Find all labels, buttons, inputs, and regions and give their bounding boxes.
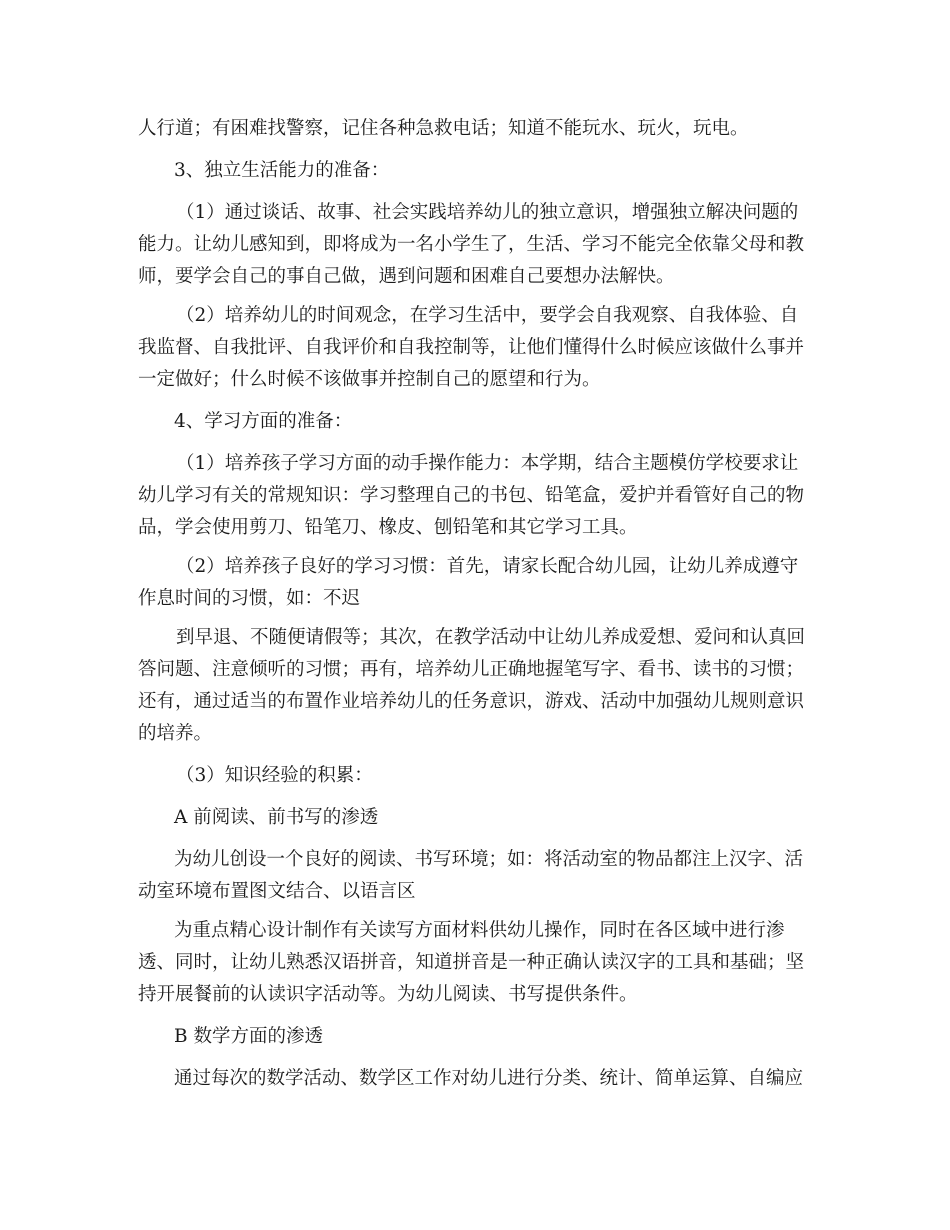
text-line: 我监督、自我批评、自我评价和自我控制等，让他们懂得什么时候应该做什么事并 <box>138 337 805 358</box>
text-line: 持开展餐前的认读识字活动等。为幼儿阅读、书写提供条件。 <box>138 984 638 1005</box>
text-line: 为幼儿创设一个良好的阅读、书写环境；如：将活动室的物品都注上汉字、活 <box>174 849 804 870</box>
section-heading: （3）知识经验的积累： <box>176 765 373 786</box>
section-heading: A 前阅读、前书写的渗透 <box>174 807 379 828</box>
text-line: （2）培养孩子良好的学习习惯：首先，请家长配合幼儿园，让幼儿养成遵守 <box>176 556 799 577</box>
text-line: 还有，通过适当的布置作业培养幼儿的任务意识，游戏、活动中加强幼儿规则意识 <box>138 691 805 712</box>
text-line: 师，要学会自己的事自己做，遇到问题和困难自己要想办法解快。 <box>138 266 675 287</box>
text-line: 动室环境布置图文结合、以语言区 <box>138 881 416 902</box>
text-line: 答问题、注意倾听的习惯；再有，培养幼儿正确地握笔写字、看书、读书的习惯； <box>138 659 805 680</box>
text-line: 为重点精心设计制作有关读写方面材料供幼儿操作，同时在各区域中进行渗 <box>174 920 785 941</box>
text-line: （1）培养孩子学习方面的动手操作能力：本学期，结合主题模仿学校要求让 <box>176 453 799 474</box>
text-line: 通过每次的数学活动、数学区工作对幼儿进行分类、统计、简单运算、自编应 <box>174 1068 804 1089</box>
text-line: 到早退、不随便请假等；其次，在教学活动中让幼儿养成爱想、爱问和认真回 <box>176 627 806 648</box>
text-line: 人行道；有困难找警察，记住各种急救电话；知道不能玩水、玩火，玩电。 <box>138 118 749 139</box>
text-line: 幼儿学习有关的常规知识：学习整理自己的书包、铅笔盒，爱护并看管好自己的物 <box>138 485 805 506</box>
text-line: （1）通过谈话、故事、社会实践培养幼儿的独立意识，增强独立解决问题的 <box>176 202 799 223</box>
text-line: 品，学会使用剪刀、铅笔刀、橡皮、刨铅笔和其它学习工具。 <box>138 517 638 538</box>
section-heading: 4、学习方面的准备： <box>174 411 353 432</box>
section-heading: 3、独立生活能力的准备： <box>174 160 390 181</box>
text-line: 的培养。 <box>138 723 213 744</box>
text-line: 能力。让幼儿感知到，即将成为一名小学生了，生活、学习不能完全依靠父母和教 <box>138 234 805 255</box>
text-line: 一定做好；什么时候不该做事并控制自己的愿望和行为。 <box>138 369 601 390</box>
section-heading: B 数学方面的渗透 <box>174 1026 323 1047</box>
text-line: 作息时间的习惯，如：不迟 <box>138 588 361 609</box>
text-line: （2）培养幼儿的时间观念，在学习生活中，要学会自我观察、自我体验、自 <box>176 305 799 326</box>
text-line: 透、同时，让幼儿熟悉汉语拼音，知道拼音是一种正确认读汉字的工具和基础；坚 <box>138 952 805 973</box>
